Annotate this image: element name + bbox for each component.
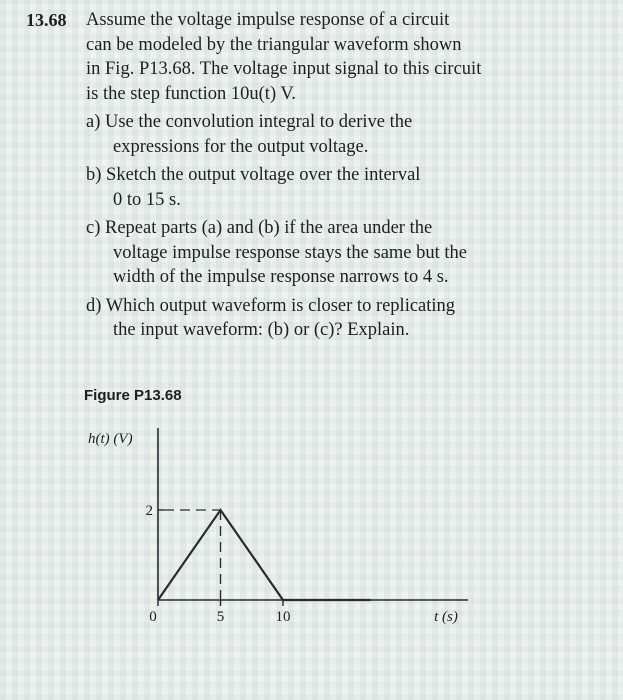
x-tick-label: 0 bbox=[149, 609, 157, 625]
triangle-waveform bbox=[158, 510, 371, 600]
problem-number: 13.68 bbox=[26, 10, 67, 30]
part-line: 0 to 15 s. bbox=[113, 189, 181, 210]
intro-line: can be modeled by the triangular waveform shown bbox=[86, 34, 462, 55]
part-line: width of the impulse response narrows to 4 s. bbox=[113, 267, 449, 287]
part-line: voltage impulse response stays the same but the bbox=[113, 242, 467, 263]
part-line: c) Repeat parts (a) and (b) if the area under the bbox=[86, 218, 433, 238]
intro-line: Assume the voltage impulse response of a circuit bbox=[86, 10, 450, 30]
intro-line: in Fig. P13.68. The voltage input signal to this circuit bbox=[86, 59, 482, 79]
x-tick-label: 5 bbox=[216, 609, 225, 625]
part-line: a) Use the convolution integral to derive the bbox=[86, 112, 413, 132]
figure-caption: Figure P13.68 bbox=[84, 387, 182, 404]
intro-line: is the step function 10u(t) V. bbox=[86, 83, 296, 104]
y-tick-label: 2 bbox=[145, 503, 153, 519]
part-line: b) Sketch the output voltage over the interval bbox=[86, 165, 421, 185]
y-axis-label: h(t) (V) bbox=[88, 431, 133, 447]
part-line: the input waveform: (b) or (c)? Explain. bbox=[113, 320, 410, 340]
part-line: d) Which output waveform is closer to replicating bbox=[86, 295, 456, 316]
x-tick-label: 10 bbox=[275, 609, 291, 625]
part-line: expressions for the output voltage. bbox=[113, 136, 369, 157]
x-axis-label: t (s) bbox=[434, 609, 458, 625]
